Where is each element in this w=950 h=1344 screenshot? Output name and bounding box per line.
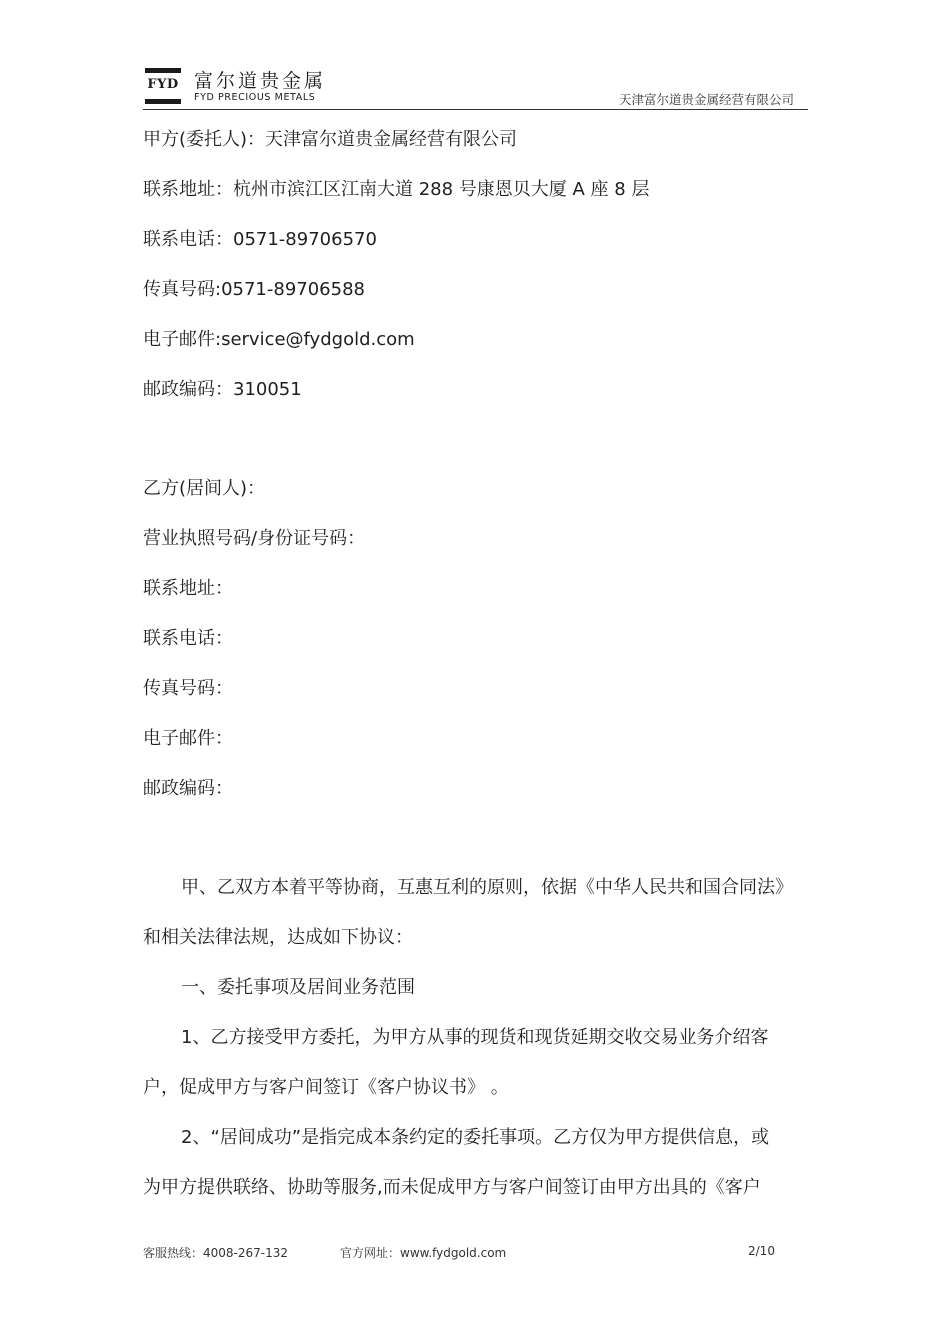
footer-hotline: 客服热线：4008-267-132	[143, 1246, 289, 1260]
logo-bar-top	[145, 68, 181, 73]
party-a-phone: 联系电话：0571-89706570	[143, 229, 377, 250]
clause-2-line-1: 2、“居间成功”是指完成本条约定的委托事项。乙方仅为甲方提供信息，或	[181, 1127, 770, 1148]
party-b-license: 营业执照号码/身份证号码：	[143, 528, 366, 549]
footer-website: 官方网址：www.fydgold.com	[340, 1246, 507, 1260]
party-a-postcode: 邮政编码：310051	[143, 379, 302, 400]
page-footer	[0, 1244, 950, 1274]
page-header	[0, 0, 950, 112]
logo-bar-bottom	[145, 99, 181, 104]
party-b-fax: 传真号码：	[143, 678, 233, 699]
party-a-email: 电子邮件:service@fydgold.com	[143, 329, 415, 350]
intro-line-2: 和相关法律法规，达成如下协议：	[143, 927, 413, 948]
header-company-name: 天津富尔道贵金属经营有限公司	[618, 92, 794, 107]
party-b-address: 联系地址：	[143, 578, 233, 599]
party-a-name: 甲方(委托人)：天津富尔道贵金属经营有限公司	[143, 129, 518, 150]
logo-mark-text: FYD	[147, 77, 179, 92]
header-divider	[143, 109, 808, 110]
party-a-address: 联系地址：杭州市滨江区江南大道 288 号康恩贝大厦 A 座 8 层	[143, 179, 650, 200]
section-1-title: 一、委托事项及居间业务范围	[181, 977, 415, 998]
clause-1-line-1: 1、乙方接受甲方委托，为甲方从事的现货和现货延期交收交易业务介绍客	[181, 1027, 769, 1048]
party-b-phone: 联系电话：	[143, 628, 233, 649]
clause-1-line-2: 户，促成甲方与客户间签订《客户协议书》 。	[143, 1077, 509, 1098]
logo-chinese-name: 富尔道贵金属	[194, 70, 327, 92]
party-b-name: 乙方(居间人)：	[143, 478, 266, 499]
party-a-fax: 传真号码:0571-89706588	[143, 279, 365, 300]
logo-english-name: FYD PRECIOUS METALS	[194, 92, 316, 103]
party-b-email: 电子邮件：	[143, 728, 233, 749]
clause-2-line-2: 为甲方提供联络、协助等服务,而未促成甲方与客户间签订由甲方出具的《客户	[143, 1177, 761, 1198]
footer-page-number: 2/10	[748, 1244, 775, 1258]
party-b-postcode: 邮政编码：	[143, 778, 233, 799]
fyd-logo-mark	[145, 68, 181, 104]
intro-line-1: 甲、乙双方本着平等协商，互惠互利的原则，依据《中华人民共和国合同法》	[181, 877, 793, 898]
